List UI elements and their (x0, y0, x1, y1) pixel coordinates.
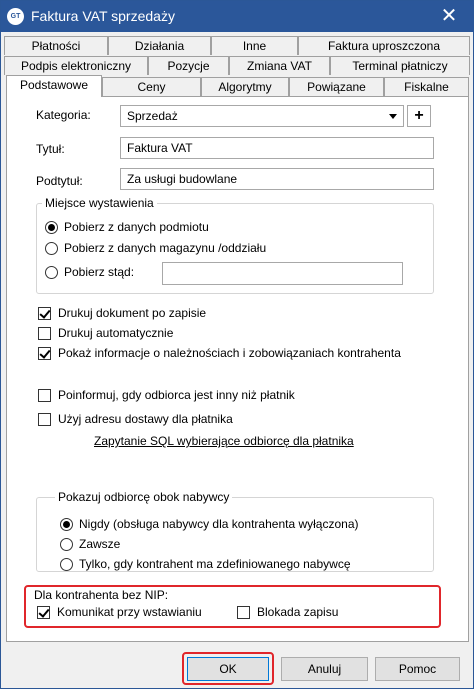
checkbox-show-info[interactable] (38, 347, 51, 360)
tab-algorytmy[interactable]: Algorytmy (201, 77, 289, 96)
radio-pobierz-stad-label: Pobierz stąd: (64, 265, 135, 279)
checkbox-use-delivery-address[interactable] (38, 413, 51, 426)
notify-recipient-label: Poinformuj, gdy odbiorca jest inny niż płatnik (58, 388, 295, 402)
checkbox-blokada-zapisu[interactable] (237, 606, 250, 619)
print-auto-label: Drukuj automatycznie (58, 326, 174, 340)
print-after-save-label: Drukuj dokument po zapisie (58, 306, 207, 320)
pobierz-stad-input[interactable] (162, 262, 403, 285)
podtytul-value: Za usługi budowlane (127, 172, 238, 186)
tab-pozycje[interactable]: Pozycje (148, 56, 229, 75)
tab-fiskalne[interactable]: Fiskalne (384, 77, 469, 96)
checkbox-notify-recipient[interactable] (38, 389, 51, 402)
help-button[interactable]: Pomoc (375, 657, 460, 681)
kategoria-select[interactable] (120, 105, 404, 127)
radio-pobierz-magazyn-label: Pobierz z danych magazynu /oddziału (64, 241, 267, 255)
tytul-value: Faktura VAT (127, 141, 193, 155)
radio-pobierz-stad[interactable] (45, 266, 58, 279)
chevron-down-icon (389, 114, 397, 119)
blokada-zapisu-label: Blokada zapisu (257, 605, 339, 619)
tytul-label: Tytuł: (36, 142, 65, 156)
miejsce-wystawienia-legend: Miejsce wystawienia (42, 196, 157, 210)
tab-podpis-elektroniczny[interactable]: Podpis elektroniczny (4, 56, 148, 75)
tytul-field[interactable] (120, 137, 434, 159)
komunikat-przy-wstawianiu-label: Komunikat przy wstawianiu (57, 605, 202, 619)
radio-odbiorca-zawsze[interactable] (60, 538, 73, 551)
sql-query-link[interactable]: Zapytanie SQL wybierające odbiorcę dla płatnika (94, 434, 354, 448)
pokazuj-odbiorce-legend: Pokazuj odbiorcę obok nabywcy (55, 490, 232, 504)
plus-icon: + (414, 107, 424, 124)
radio-odbiorca-tylko[interactable] (60, 558, 73, 571)
show-info-label: Pokaż informacje o należnościach i zobowiązaniach kontrahenta (58, 346, 401, 360)
tab-faktura-uproszczona[interactable]: Faktura uproszczona (298, 36, 470, 55)
tab-terminal-platniczy[interactable]: Terminal płatniczy (330, 56, 470, 75)
title-bar (1, 1, 473, 32)
add-category-button[interactable] (407, 105, 431, 127)
app-icon: GT (7, 8, 24, 25)
radio-odbiorca-tylko-label: Tylko, gdy kontrahent ma zdefiniowanego nabywcę (79, 557, 351, 571)
window-title: Faktura VAT sprzedaży (31, 8, 175, 24)
checkbox-komunikat-przy-wstawianiu[interactable] (37, 606, 50, 619)
tab-powiazane[interactable]: Powiązane (289, 77, 384, 96)
podtytul-field[interactable] (120, 168, 434, 190)
tab-zmiana-vat[interactable]: Zmiana VAT (229, 56, 330, 75)
cancel-button[interactable]: Anuluj (281, 657, 368, 681)
tab-podstawowe[interactable]: Podstawowe (6, 75, 102, 97)
tab-platnosci[interactable]: Płatności (4, 36, 108, 55)
radio-odbiorca-nigdy-label: Nigdy (obsługa nabywcy dla kontrahenta wyłączona) (79, 517, 359, 531)
use-delivery-address-label: Użyj adresu dostawy dla płatnika (58, 412, 233, 426)
radio-pobierz-magazyn[interactable] (45, 242, 58, 255)
checkbox-print-auto[interactable] (38, 327, 51, 340)
radio-odbiorca-zawsze-label: Zawsze (79, 537, 121, 551)
tab-panel-podstawowe (6, 96, 469, 642)
ok-button[interactable]: OK (187, 657, 269, 681)
tab-inne[interactable]: Inne (211, 36, 298, 55)
radio-odbiorca-nigdy[interactable] (60, 518, 73, 531)
bez-nip-legend: Dla kontrahenta bez NIP: (34, 588, 169, 602)
tab-ceny[interactable]: Ceny (102, 77, 201, 96)
kategoria-value: Sprzedaż (127, 109, 178, 123)
kategoria-label: Kategoria: (36, 108, 91, 122)
radio-pobierz-podmiot-label: Pobierz z danych podmiotu (64, 220, 209, 234)
close-button[interactable] (437, 4, 461, 28)
podtytul-label: Podtytuł: (36, 174, 83, 188)
checkbox-print-after-save[interactable] (38, 307, 51, 320)
tab-dzialania[interactable]: Działania (108, 36, 211, 55)
close-icon: ✕ (440, 5, 458, 27)
radio-pobierz-podmiot[interactable] (45, 221, 58, 234)
